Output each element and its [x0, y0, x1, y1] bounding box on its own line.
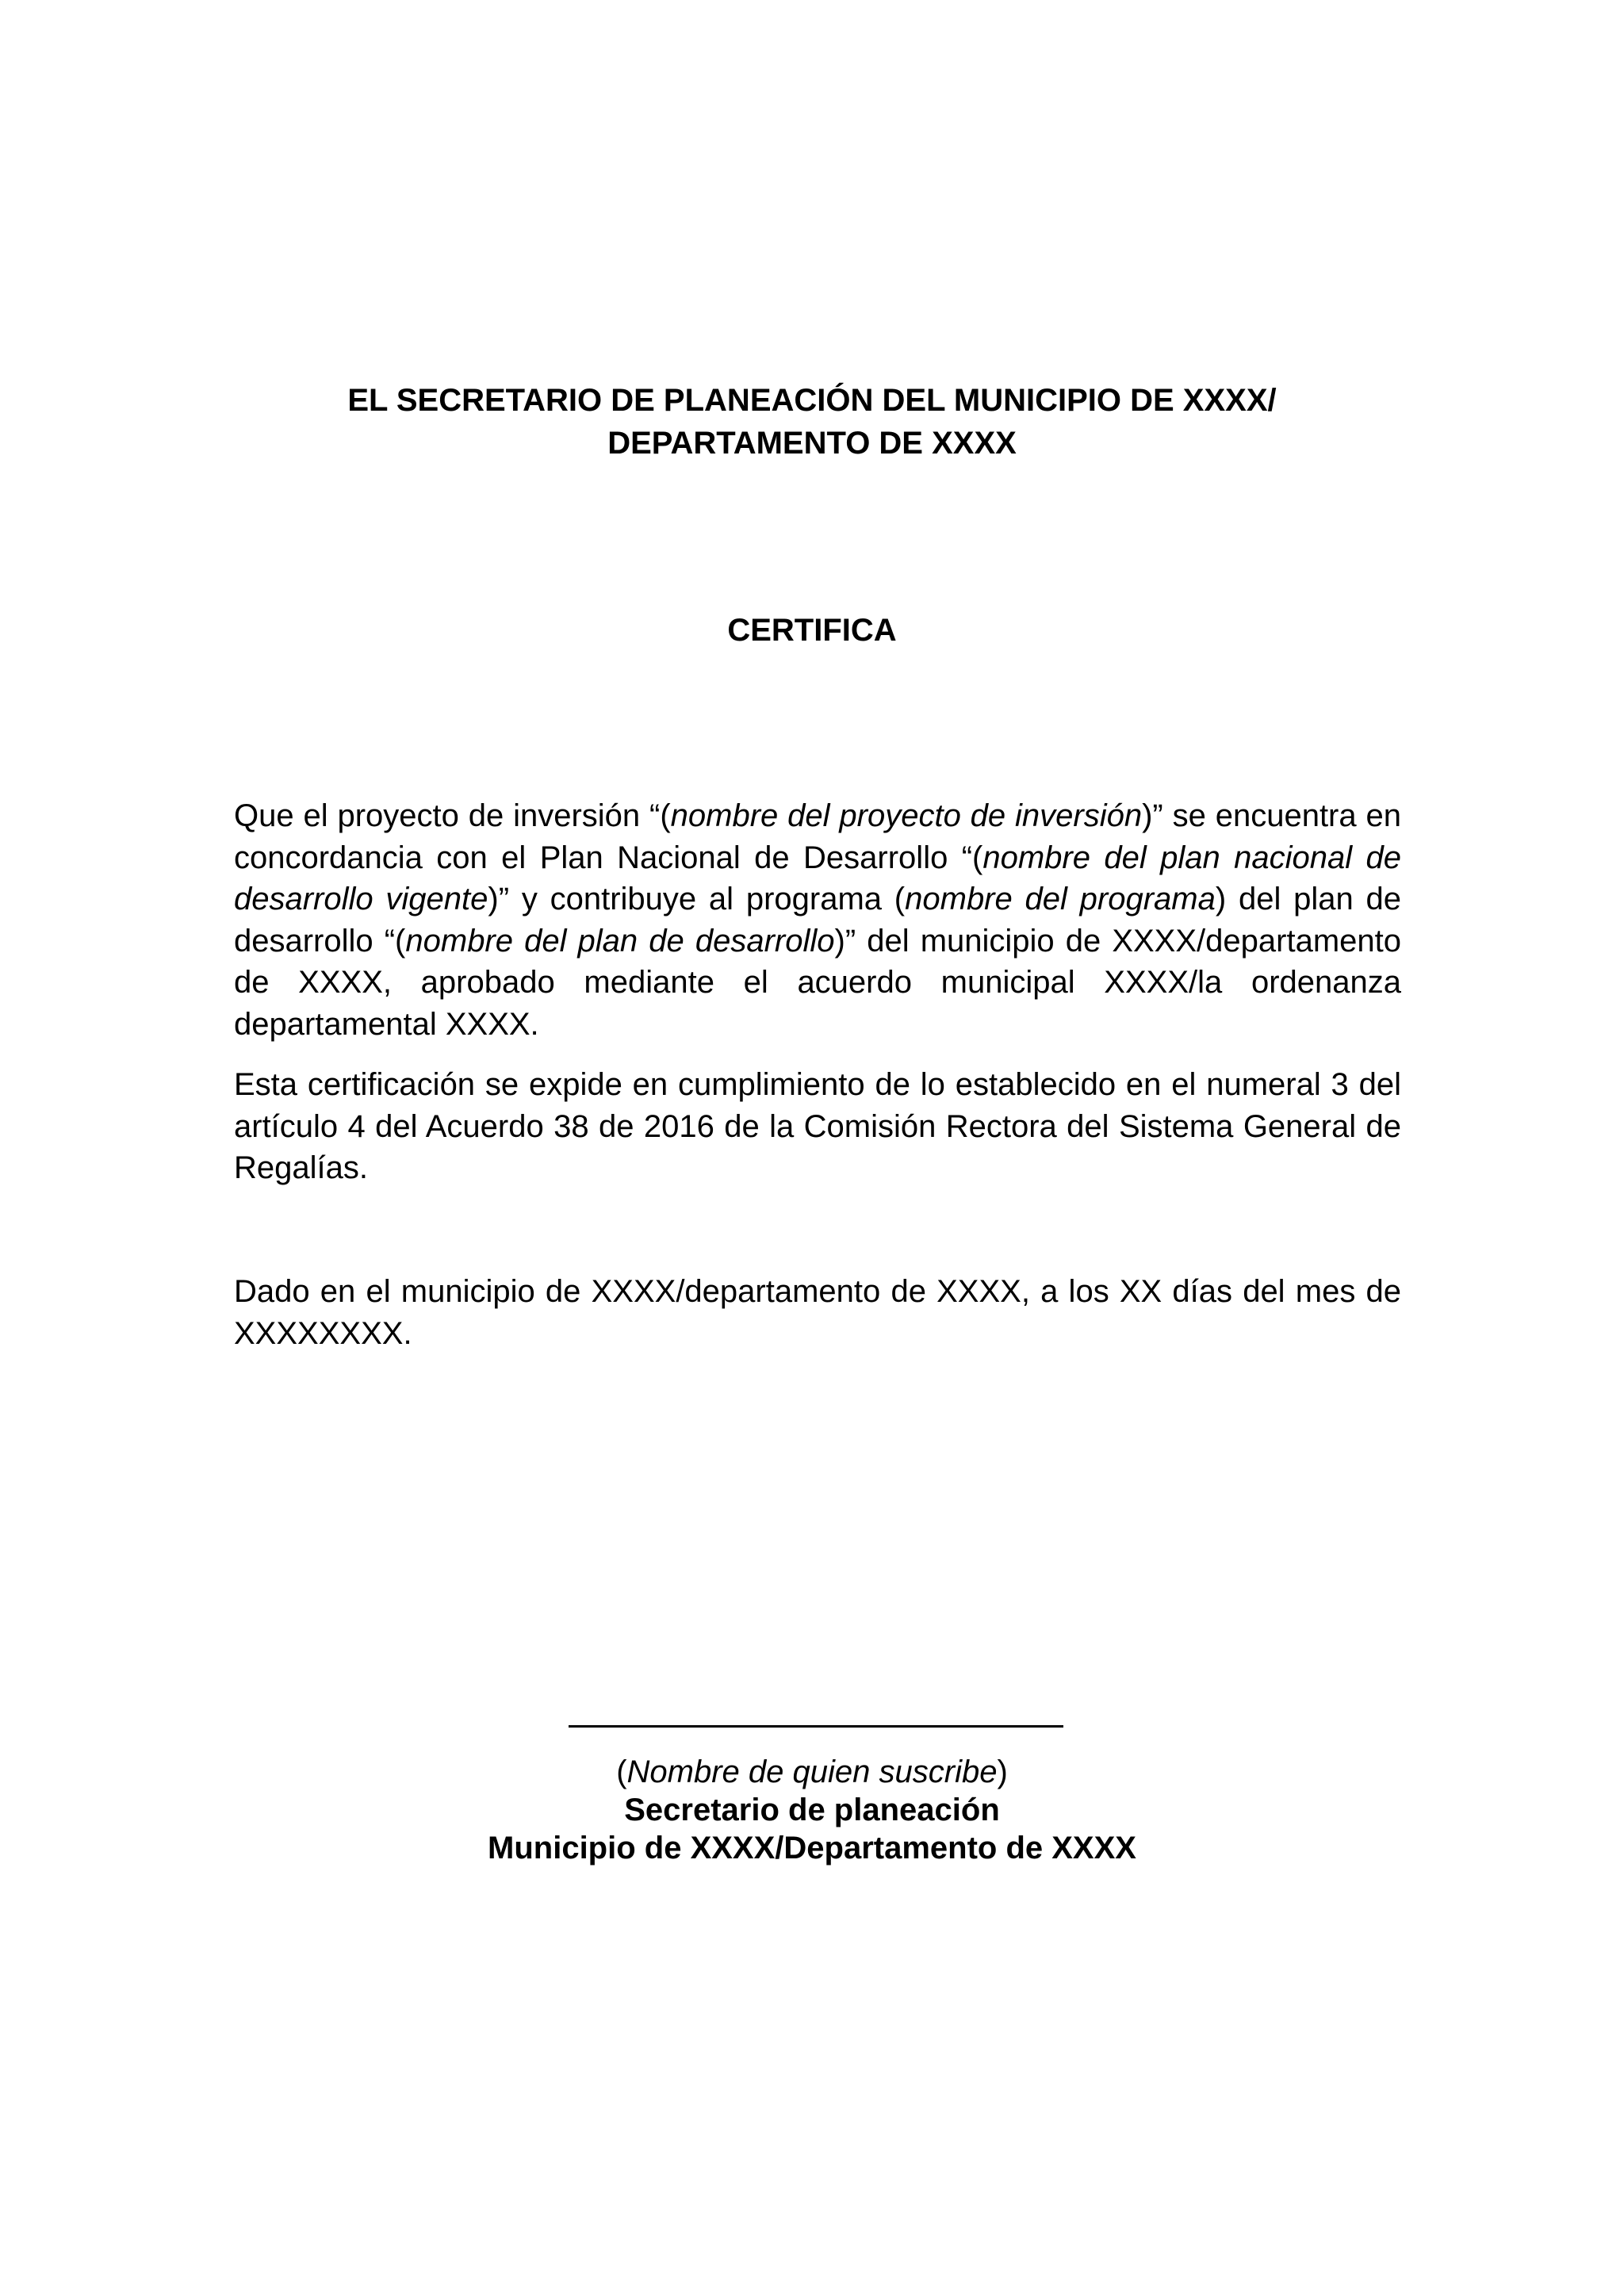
- signatory-title: Secretario de planeación: [624, 1793, 1000, 1827]
- signature-line: [569, 1725, 1063, 1728]
- paragraph-text: )” y contribuye al programa (: [488, 882, 906, 916]
- placeholder-project-name: nombre del proyecto de inversión: [670, 798, 1143, 833]
- document-heading-line-1: EL SECRETARIO DE PLANEACIÓN DEL MUNICIPIO DE XXXX/: [347, 383, 1277, 418]
- paragraph-project-concordance: [234, 795, 1401, 1045]
- certifica-title: CERTIFICA: [727, 613, 897, 648]
- signatory-name: [0, 1752, 1624, 1792]
- signatory-name-close-paren: ): [997, 1755, 1008, 1789]
- paragraph-text: ) del plan de desarrollo “(: [234, 882, 1402, 959]
- paragraph-legal-basis: Esta certificación se expide en cumplimiento de lo establecido en el numeral 3 del artículo 4 del Acuerdo 38 de 2016 de la Comisión Rectora del Sistema General de Regalías.: [234, 1067, 1401, 1185]
- signatory-name-open-paren: (: [616, 1755, 627, 1789]
- paragraph-text: )” se encuentra en concordancia con el Plan Nacional de Desarrollo “(: [234, 798, 1401, 875]
- paragraph-text: Que el proyecto de inversión “(: [234, 798, 671, 833]
- placeholder-program-name: nombre del programa: [905, 882, 1216, 916]
- signatory-entity: Municipio de XXXX/Departamento de XXXX: [488, 1831, 1136, 1866]
- placeholder-national-plan-name: nombre del plan nacional de desarrollo vigente: [234, 840, 1402, 916]
- signatory-name-placeholder: Nombre de quien suscribe: [626, 1755, 998, 1789]
- paragraph-text: )” del municipio de XXXX/departamento de XXXX, aprobado mediante el acuerdo municipal XXXX/la ordenanza departamental XXXX.: [234, 923, 1401, 1042]
- paragraph-issue-date: Dado en el municipio de XXXX/departamento de XXXX, a los XX días del mes de XXXXXXXX.: [234, 1274, 1401, 1351]
- document-heading-line-2: DEPARTAMENTO DE XXXX: [607, 426, 1017, 461]
- placeholder-development-plan-name: nombre del plan de desarrollo: [405, 923, 835, 959]
